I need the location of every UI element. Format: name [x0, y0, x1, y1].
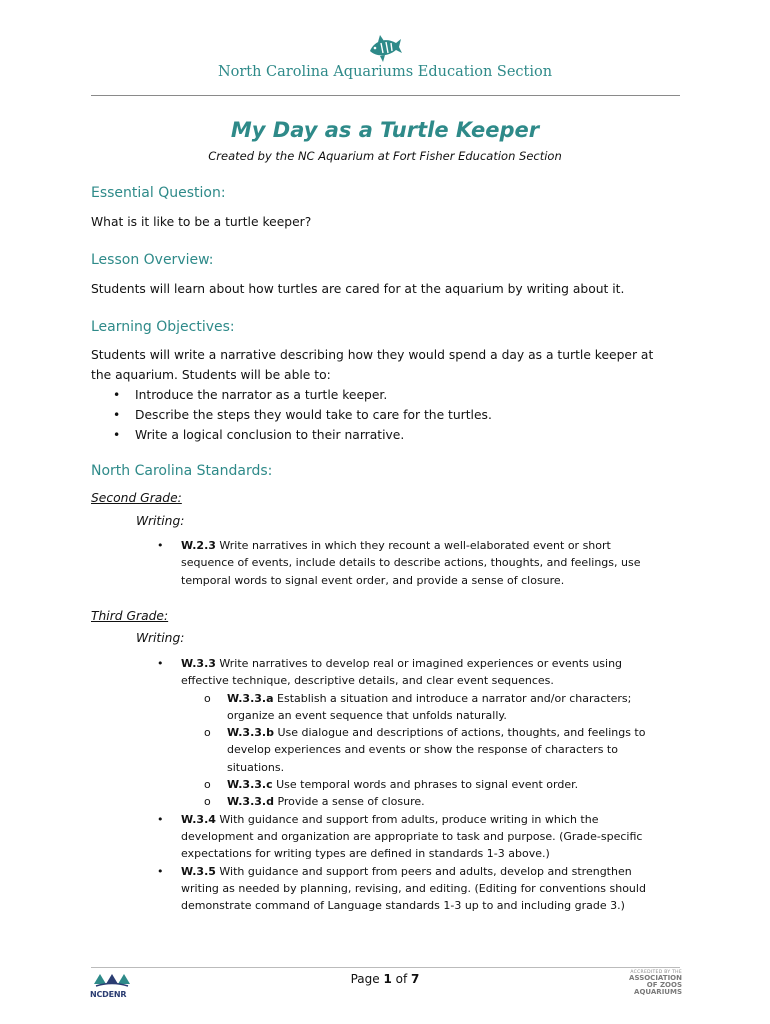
learning-objectives-list	[91, 385, 671, 445]
standard-code: W.3.4	[181, 812, 216, 826]
second-grade-writing-label: Writing:	[136, 514, 185, 528]
lesson-overview-text: Students will learn about how turtles are cared for at the aquarium by writing about it.	[91, 282, 625, 296]
second-grade-standards	[157, 537, 661, 589]
list-item: • Write a logical conclusion to their narrative.	[91, 425, 671, 445]
list-item: • Describe the steps they would take to care for the turtles.	[91, 405, 671, 425]
standard-code: W.3.3.b	[227, 726, 274, 740]
standard-text: Write narratives in which they recount a well-elaborated event or short sequence of events, include details to describe actions, thoughts, and feelings, use temporal words to signal event order, and provide a sense of closure.	[181, 539, 641, 587]
standard-code: W.3.3	[181, 657, 216, 670]
standard-text: With guidance and support from peers and adults, develop and strengthen writing as needed by planning, revising, and editing. (Editing for conventions should demonstrate command of Language standards 1-3 up to and including grade 3.)	[181, 864, 646, 913]
document-subtitle: Created by the NC Aquarium at Fort Fisher Education Section	[208, 149, 562, 163]
header-divider	[91, 95, 680, 96]
essential-question-text: What is it like to be a turtle keeper?	[91, 215, 312, 229]
standard-text: Provide a sense of closure.	[273, 795, 425, 809]
standard-item: • W.3.4 With guidance and support from adults, produce writing in which the development and organization are appropriate to task and purpose. (Grade-specific expectations for writing types are defined in standards 1-3 above.)	[157, 812, 643, 861]
page-current: 1	[383, 972, 392, 986]
standard-item: • W.3.5 With guidance and support from peers and adults, develop and strengthen writing as needed by planning, revising, and editing. (Editing for conventions should demonstrate command of Language standards 1-3 up to and including grade 3.)	[157, 864, 646, 913]
standard-text: Establish a situation and introduce a narrator and/or characters; organize an event sequence that unfolds naturally.	[227, 691, 632, 722]
sub-standard-item: o W.3.3.c Use temporal words and phrases to signal event order.	[204, 778, 579, 792]
nc-standards-heading: North Carolina Standards:	[91, 463, 273, 479]
sub-standard-item: o W.3.3.a Establish a situation and introduce a narrator and/or characters; organize an event sequence that unfolds naturally.	[204, 691, 632, 722]
standard-text: Write narratives to develop real or imagined experiences or events using effective technique, descriptive details, and clear event sequences.	[181, 657, 623, 688]
standard-item: • W.3.3 Write narratives to develop real or imagined experiences or events using effective technique, descriptive details, and clear event sequences.	[157, 657, 623, 688]
essential-question-heading: Essential Question:	[91, 185, 226, 201]
standard-item: • W.2.3 Write narratives in which they recount a well-elaborated event or short sequence of events, include details to describe actions, thoughts, and feelings, use temporal words to signal event order, and provide a sense of closure.	[157, 539, 641, 587]
list-item: • Introduce the narrator as a turtle keeper.	[91, 385, 671, 405]
standard-code: W.2.3	[181, 539, 216, 552]
standard-text: With guidance and support from adults, produce writing in which the development and organization are appropriate to task and purpose. (Grade-specific expectations for writing types are defined in standards 1-3 above.)	[181, 812, 643, 861]
standard-code: W.3.3.a	[227, 691, 274, 705]
fish-logo-icon	[366, 33, 402, 63]
footer-divider	[91, 967, 680, 968]
learning-objectives-heading: Learning Objectives:	[91, 319, 235, 335]
sub-standard-item: o W.3.3.d Provide a sense of closure.	[204, 795, 425, 809]
standard-text: Use dialogue and descriptions of actions, thoughts, and feelings to develop experiences and events or show the response of characters to situations.	[227, 726, 646, 774]
lesson-overview-heading: Lesson Overview:	[91, 252, 214, 268]
standard-text: Use temporal words and phrases to signal event order.	[272, 778, 579, 792]
learning-objectives-intro: Students will write a narrative describing how they would spend a day as a turtle keeper at the aquarium. Students will be able to:	[91, 348, 654, 382]
document-title: My Day as a Turtle Keeper	[230, 118, 540, 142]
aza-accreditation-logo: ACCREDITED BY THE ASSOCIATION OF ZOOS AQUARIUMS	[629, 970, 682, 996]
header-title: North Carolina Aquariums Education Section	[217, 64, 553, 80]
sub-standard-item: o W.3.3.b Use dialogue and descriptions of actions, thoughts, and feelings to develop experiences and events or show the response of characters to situations.	[204, 726, 646, 774]
second-grade-label: Second Grade:	[91, 491, 182, 505]
standard-code: W.3.5	[181, 864, 216, 878]
ncdenr-logo-text: NCDENR	[90, 990, 127, 999]
page-total: 7	[411, 972, 420, 986]
third-grade-label: Third Grade:	[91, 609, 169, 623]
standard-code: W.3.3.c	[227, 778, 273, 792]
third-grade-standards	[157, 655, 661, 914]
third-grade-writing-label: Writing:	[136, 631, 185, 645]
standard-code: W.3.3.d	[227, 795, 274, 809]
page-number: Page 1 of 7	[350, 972, 420, 986]
learning-objectives-block	[91, 345, 671, 445]
